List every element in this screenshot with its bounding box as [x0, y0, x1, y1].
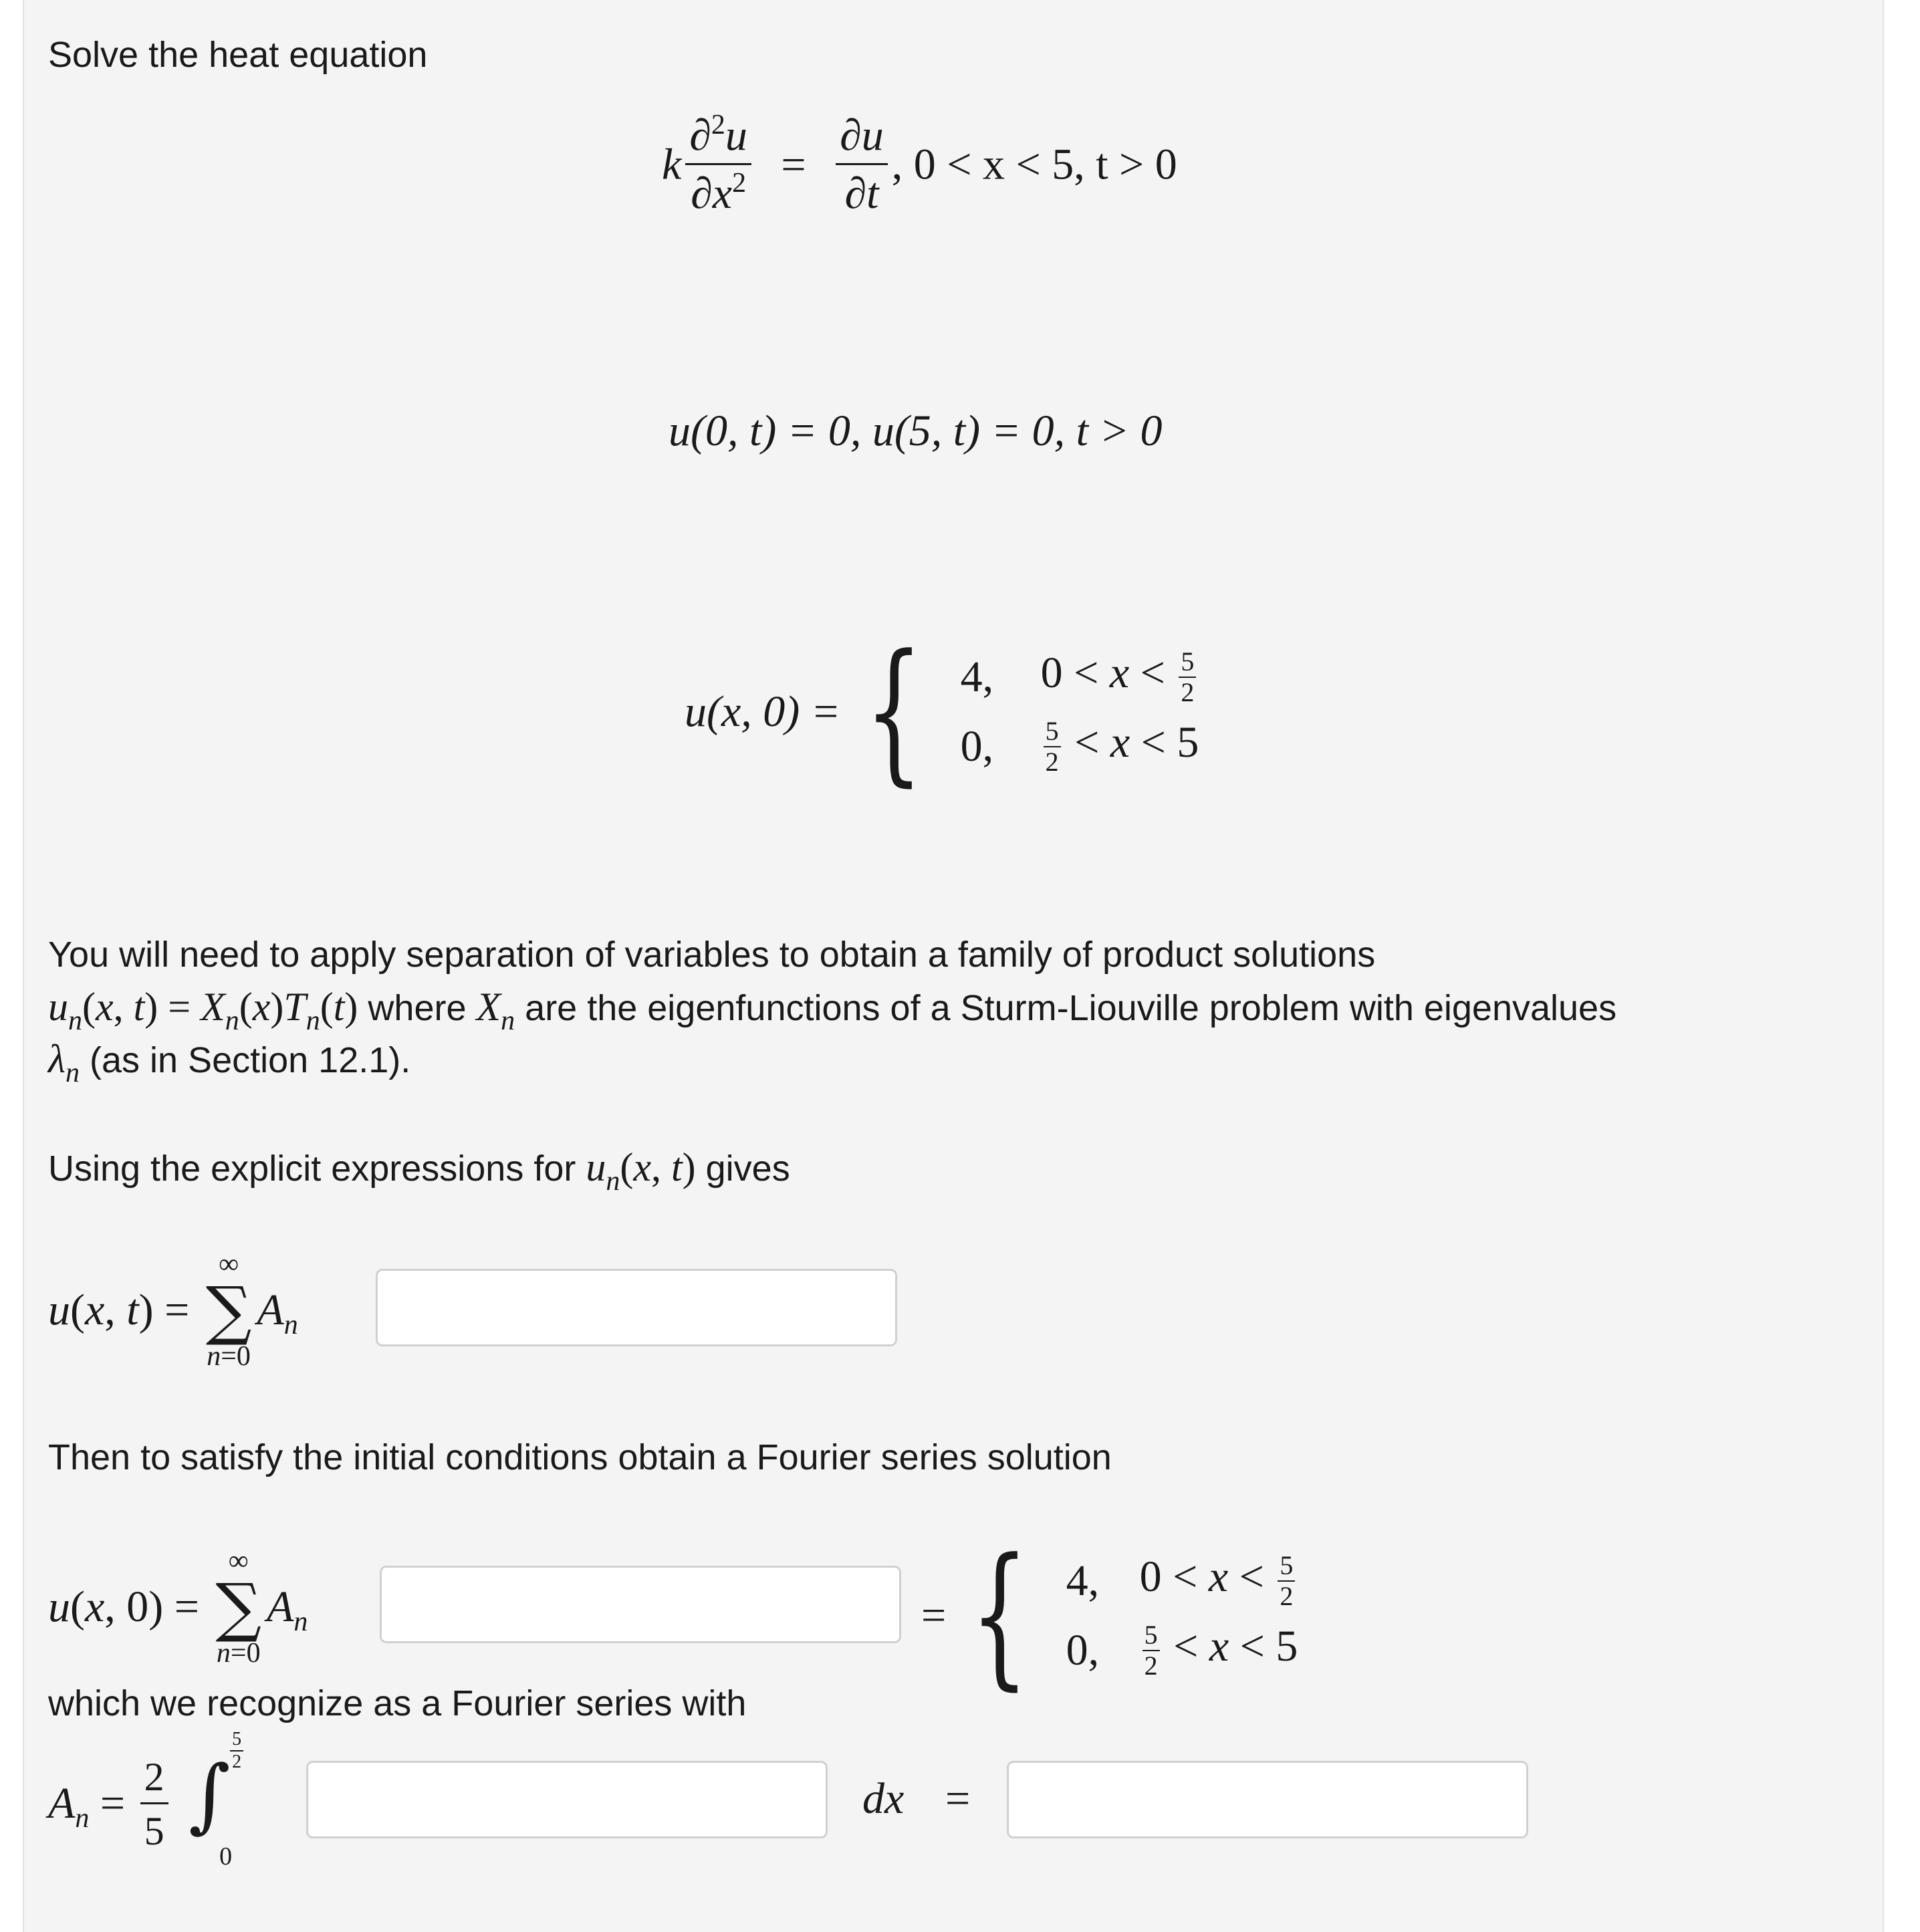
fourier-term-input[interactable]	[380, 1566, 901, 1643]
left-brace: {	[970, 1526, 1029, 1705]
case1-value: 4,	[960, 652, 994, 701]
left-brace: {	[864, 622, 923, 801]
recognize-text: which we recognize as a Fourier series with	[48, 1683, 747, 1723]
ic-lhs: u(x, 0) =	[685, 687, 841, 736]
separation-paragraph-line2: $u_n(x$, $t) = X_n(x)T_n(t)$ where $X_n$ are the eigenfunctions of a Sturm-Liouville problem with eigenvalues	[48, 985, 1617, 1036]
dx-label: dx	[862, 1774, 905, 1823]
pde-domain: , 0 < x < 5, t > 0	[891, 140, 1177, 189]
intro-text: Solve the heat equation	[48, 35, 428, 75]
equals-sign: =	[945, 1774, 971, 1823]
fourier-series-text: Then to satisfy the initial conditions obtain a Fourier series solution	[48, 1437, 1112, 1477]
coefficient-formula: $A_n$ = $\frac{2}{5}$ ∫ $\frac{5}{2}$ 0	[48, 1743, 243, 1864]
case2-value: 0,	[1066, 1626, 1100, 1675]
para1-where: where	[358, 988, 477, 1028]
case1-value: 4,	[1066, 1556, 1100, 1605]
initial-condition: u(x, 0) = { 4, 0 < x < $\frac{5}{2}$ 0, $\frac{5}{2}$ < x < 5	[685, 622, 1199, 801]
separation-paragraph-line1: You will need to apply separation of variables to obtain a family of product solutions	[48, 935, 1376, 975]
heat-equation: k $\frac{\partial^2u}{\partial x^2}$ = $\frac{\partial u}{\partial t}$ , 0 < x < 5, t > 0	[662, 110, 1177, 218]
series-solution-label: u(x, t) = ∞ ∑ n=0 $A_n$	[48, 1249, 298, 1372]
boundary-conditions: u(0, t) = 0, u(5, t) = 0, t > 0	[669, 406, 1163, 455]
integrand-input[interactable]	[306, 1761, 828, 1838]
para1-section: (as in Section 12.1).	[80, 1040, 411, 1080]
explicit-expressions-text: Using the explicit expressions for $u_n(x$, t) gives	[48, 1145, 790, 1197]
case2-value: 0,	[960, 722, 994, 771]
para2-text: Using the explicit expressions for	[48, 1149, 586, 1189]
initial-piecewise: = { 4, 0 < x < $\frac{5}{2}$ 0, $\frac{5}{2}$ < x < 5	[921, 1526, 1298, 1705]
para2-tail: gives	[695, 1149, 790, 1189]
separation-paragraph-line3: $\lambda_n$ (as in Section 12.1).	[48, 1037, 411, 1088]
para1-tail: are the eigenfunctions of a Sturm-Liouville problem with eigenvalues	[515, 988, 1617, 1028]
initial-series-label: u(x, 0) = ∞ ∑ n=0 $A_n$	[48, 1546, 308, 1669]
coefficient-input[interactable]	[1007, 1761, 1528, 1838]
series-term-input[interactable]	[376, 1269, 897, 1346]
